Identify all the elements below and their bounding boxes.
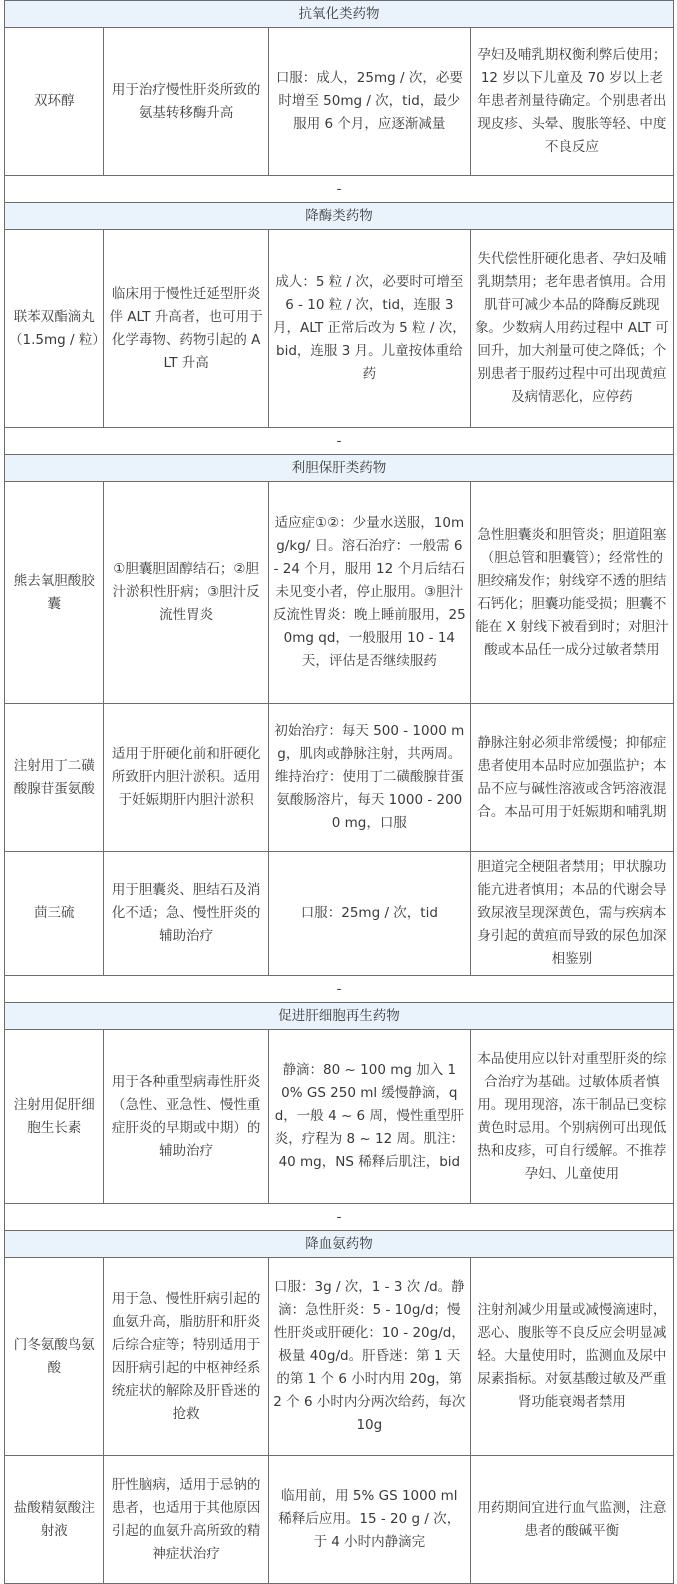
drug-name-cell: 注射用丁二磺酸腺苷蛋氨酸 xyxy=(5,704,104,852)
drug-name-cell: 门冬氨酸鸟氨酸 xyxy=(5,1258,104,1456)
drug-row xyxy=(5,1258,674,1456)
drug-row xyxy=(5,230,674,428)
drug-row xyxy=(5,1456,674,1584)
indication-cell: 适用于肝硬化前和肝硬化所致肝内胆汁淤积。适用于妊娠期肝内胆汁淤积 xyxy=(104,704,268,852)
category-header: 抗氧化类药物 xyxy=(5,1,674,28)
separator-cell: - xyxy=(5,176,674,203)
separator-cell: - xyxy=(5,976,674,1003)
dosage-cell: 初始治疗：每天 500 - 1000 mg，肌肉或静脉注射，共两周。维持治疗：使用丁二磺酸腺苷蛋氨酸肠溶片，每天 1000 - 2000 mg，口服 xyxy=(268,704,470,852)
caution-cell: 注射剂减少用量或减慢滴速时，恶心、腹胀等不良反应会明显减轻。大量使用时，监测血及尿中尿素指标。对氨基酸过敏及严重肾功能衰竭者禁用 xyxy=(470,1258,673,1456)
separator-row xyxy=(5,428,674,455)
drug-row xyxy=(5,1030,674,1204)
dosage-cell: 口服：25mg / 次，tid xyxy=(268,852,470,976)
drug-name-cell: 注射用促肝细胞生长素 xyxy=(5,1030,104,1204)
category-row xyxy=(5,1231,674,1258)
dosage-cell: 临用前，用 5% GS 1000 ml 稀释后应用。15 - 20 g / 次，于 4 小时内静滴完 xyxy=(268,1456,470,1584)
caution-cell: 孕妇及哺乳期权衡利弊后使用；12 岁以下儿童及 70 岁以上老年患者剂量待确定。个别患者出现皮疹、头晕、腹胀等轻、中度不良反应 xyxy=(470,28,673,176)
separator-row xyxy=(5,976,674,1003)
separator-row xyxy=(5,176,674,203)
category-row xyxy=(5,1,674,28)
category-row xyxy=(5,1003,674,1030)
category-header: 降血氨药物 xyxy=(5,1231,674,1258)
drug-row xyxy=(5,852,674,976)
drug-row xyxy=(5,704,674,852)
drug-name-cell: 联苯双酯滴丸（1.5mg / 粒） xyxy=(5,230,104,428)
category-row xyxy=(5,455,674,482)
dosage-cell: 成人：5 粒 / 次，必要时可增至 6 - 10 粒 / 次，tid，连服 3 月，ALT 正常后改为 5 粒 / 次，bid，连服 3 月。儿童按体重给药 xyxy=(268,230,470,428)
separator-row xyxy=(5,1204,674,1231)
drug-row xyxy=(5,482,674,704)
dosage-cell: 静滴：80 ~ 100 mg 加入 10% GS 250 ml 缓慢静滴，qd，一般 4 ~ 6 周，慢性重型肝炎，疗程为 8 ~ 12 周。肌注：40 mg，NS 稀释后肌注，bid xyxy=(268,1030,470,1204)
category-header: 降酶类药物 xyxy=(5,203,674,230)
caution-cell: 本品使用应以针对重型肝炎的综合治疗为基础。过敏体质者慎用。现用现溶，冻干制品已变棕黄色时忌用。个别病例可出现低热和皮疹，可自行缓解。不推荐孕妇、儿童使用 xyxy=(470,1030,673,1204)
indication-cell: 用于各种重型病毒性肝炎（急性、亚急性、慢性重症肝炎的早期或中期）的辅助治疗 xyxy=(104,1030,268,1204)
indication-cell: 用于胆囊炎、胆结石及消化不适；急、慢性肝炎的辅助治疗 xyxy=(104,852,268,976)
indication-cell: ①胆囊胆固醇结石；②胆汁淤积性肝病；③胆汁反流性胃炎 xyxy=(104,482,268,704)
indication-cell: 用于急、慢性肝病引起的血氨升高，脂肪肝和肝炎后综合症等；特别适用于因肝病引起的中枢神经系统症状的解除及肝昏迷的抢救 xyxy=(104,1258,268,1456)
dosage-cell: 口服：3g / 次，1 - 3 次 /d。静滴：急性肝炎：5 - 10g/d；慢性肝炎或肝硬化：10 - 20g/d，极量 40g/d。肝昏迷：第 1 天的第 1 个 6 小时内用 20g，第 2 个 6 小时内分两次给药，每次 10g xyxy=(268,1258,470,1456)
table-body xyxy=(5,1,674,1584)
drug-name-cell: 盐酸精氨酸注射液 xyxy=(5,1456,104,1584)
caution-cell: 用药期间宜进行血气监测，注意患者的酸碱平衡 xyxy=(470,1456,673,1584)
drug-name-cell: 双环醇 xyxy=(5,28,104,176)
caution-cell: 急性胆囊炎和胆管炎；胆道阻塞（胆总管和胆囊管）；经常性的胆绞痛发作；射线穿不透的胆结石钙化；胆囊功能受损；胆囊不能在 X 射线下被看到时；对胆汁酸或本品任一成分过敏者禁用 xyxy=(470,482,673,704)
drug-name-cell: 茴三硫 xyxy=(5,852,104,976)
caution-cell: 静脉注射必须非常缓慢；抑郁症患者使用本品时应加强监护；本品不应与碱性溶液或含钙溶液混合。本品可用于妊娠期和哺乳期 xyxy=(470,704,673,852)
caution-cell: 胆道完全梗阻者禁用；甲状腺功能亢进者慎用；本品的代谢会导致尿液呈现深黄色，需与疾病本身引起的黄疸而导致的尿色加深相鉴别 xyxy=(470,852,673,976)
drug-row xyxy=(5,28,674,176)
category-header: 促进肝细胞再生药物 xyxy=(5,1003,674,1030)
separator-cell: - xyxy=(5,1204,674,1231)
indication-cell: 临床用于慢性迁延型肝炎伴 ALT 升高者，也可用于化学毒物、药物引起的 ALT 升高 xyxy=(104,230,268,428)
drug-name-cell: 熊去氧胆酸胶囊 xyxy=(5,482,104,704)
indication-cell: 肝性脑病，适用于忌钠的患者，也适用于其他原因引起的血氨升高所致的精神症状治疗 xyxy=(104,1456,268,1584)
category-row xyxy=(5,203,674,230)
dosage-cell: 口服：成人，25mg / 次，必要时增至 50mg / 次，tid，最少服用 6 个月，应逐渐减量 xyxy=(268,28,470,176)
caution-cell: 失代偿性肝硬化患者、孕妇及哺乳期禁用；老年患者慎用。合用肌苷可减少本品的降酶反跳现象。少数病人用药过程中 ALT 可回升，加大剂量可使之降低；个别患者于服药过程中可出现黄疸及病情恶化，应停药 xyxy=(470,230,673,428)
indication-cell: 用于治疗慢性肝炎所致的氨基转移酶升高 xyxy=(104,28,268,176)
drug-table xyxy=(4,0,674,1584)
separator-cell: - xyxy=(5,428,674,455)
dosage-cell: 适应症①②：少量水送服，10mg/kg/ 日。溶石治疗：一般需 6 - 24 个月，服用 12 个月后结石未见变小者，停止服用。③胆汁反流性胃炎：晚上睡前服用，250mg qd，一般服用 10 - 14 天，评估是否继续服药 xyxy=(268,482,470,704)
category-header: 利胆保肝类药物 xyxy=(5,455,674,482)
